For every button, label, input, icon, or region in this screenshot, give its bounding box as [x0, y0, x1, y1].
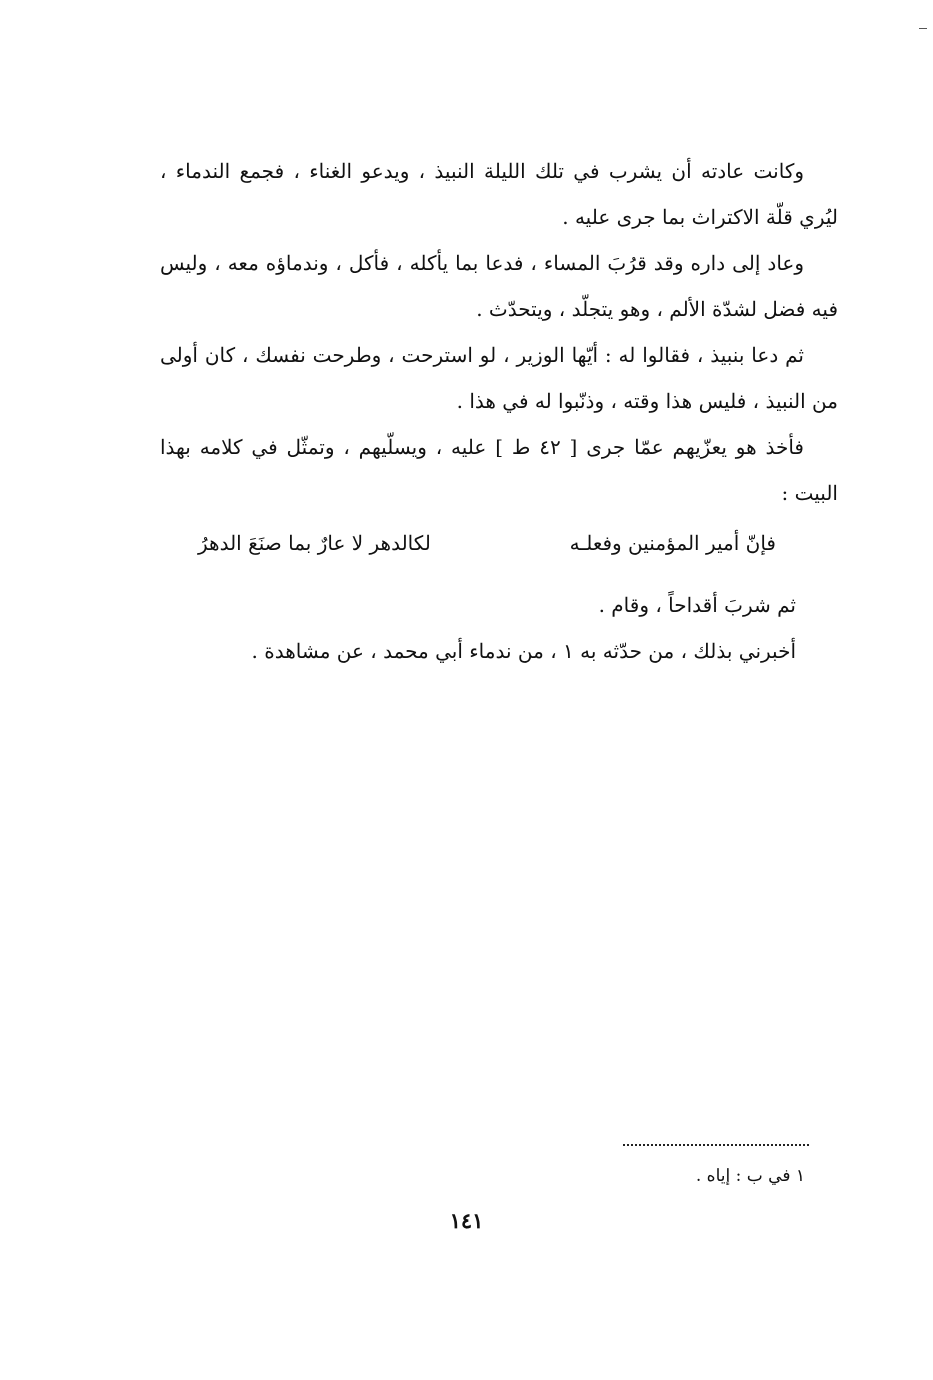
paragraph-3: ثم دعا بنبيذ ، فقالوا له : أيّها الوزير ، لو استرحت ، وطرحت نفسك ، كان أولى من النبيذ ، فليس هذا وقته ، وذنّبوا له في هذا . [160, 343, 838, 413]
scan-mark [919, 28, 927, 29]
paragraph-2: وعاد إلى داره وقد قرُبَ المساء ، فدعا بما يأكله ، فأكل ، وندماؤه معه ، وليس فيه فضل لشدّة الألم ، وهو يتجلّد ، ويتحدّث . [160, 251, 838, 321]
footnote-separator [623, 1144, 809, 1146]
page-number: ١٤١ [449, 1208, 484, 1233]
paragraph-1: وكانت عادته أن يشرب في تلك الليلة النبيذ ، ويدعو الغناء ، فجمع الندماء ، ليُري قلّة الاكتراث بما جرى عليه . [160, 159, 838, 229]
body-text [160, 148, 838, 674]
footnote: ١ في ب : إياه . [695, 1166, 805, 1186]
closing-section [160, 582, 838, 674]
closing-line-1: ثم شربَ أقداحاً ، وقام . [598, 593, 796, 617]
verse-first-hemistich: فإنّ أمير المؤمنين وفعلـه [569, 531, 776, 555]
closing-line-2: أخبرني بذلك ، من حدّثه به ١ ، من ندماء أبي محمد ، عن مشاهدة . [251, 639, 796, 663]
verse-second-hemistich: لكالدهر لا عارٌ بما صنَعَ الدهرُ [198, 531, 431, 555]
poetry-verse [160, 520, 838, 576]
paragraph-4: فأخذ هو يعزّيهم عمّا جرى [ ٤٢ ط ] عليه ، ويسلّيهم ، وتمثّل في كلامه بهذا البيت : [160, 435, 838, 505]
